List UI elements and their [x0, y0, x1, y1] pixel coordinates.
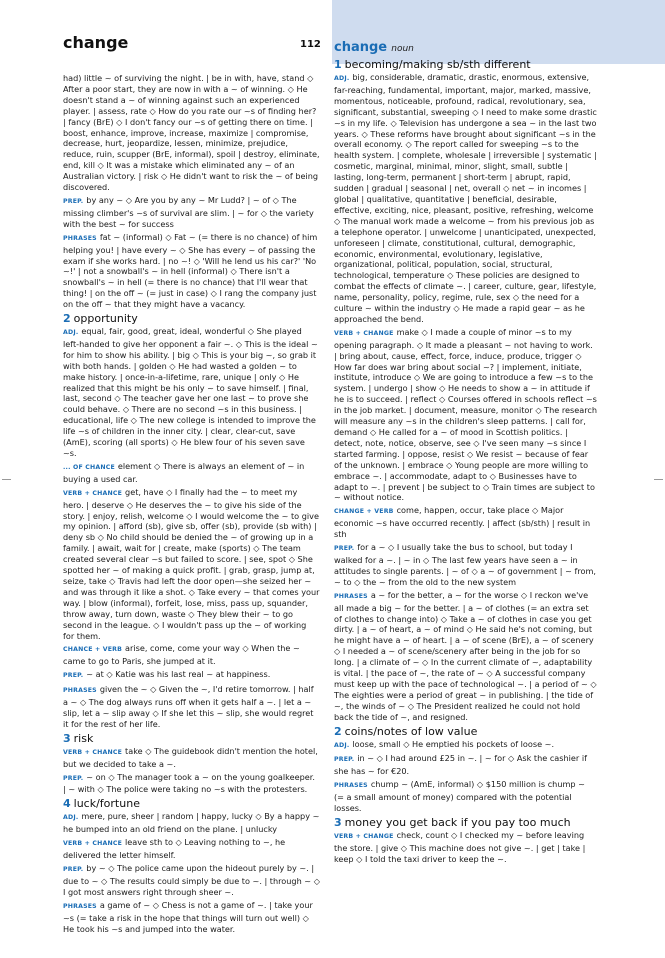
collocation-block [334, 72, 597, 325]
collocation-text: come, happen, occur, take place ◇ Major economic ~s have occurred recently. | affect (sb/sth) | result in sth [334, 505, 591, 540]
page-number: 112 [300, 39, 321, 50]
left-column [63, 73, 320, 936]
collocation-block [63, 487, 320, 642]
collocation-block [334, 505, 597, 540]
collocation-text: arise, come, come your way ◇ When the ~ came to go to Paris, she jumped at it. [63, 643, 300, 667]
collocation-text: mere, pure, sheer | random | happy, lucky ◇ By a happy ~ he bumped into an old friend on the plane. | unlucky [63, 811, 320, 835]
section-tag: PHRASES [63, 234, 97, 242]
collocation-text: ~ at ◇ Katie was his last real ~ at happiness. [86, 669, 271, 680]
sense-label: luck/fortune [73, 797, 140, 811]
sense-label: money you get back if you pay too much [344, 816, 571, 829]
section-tag: ADJ. [63, 329, 79, 337]
sense-label: opportunity [73, 312, 138, 326]
collocation-block [63, 837, 320, 861]
sense-label: coins/notes of low value [344, 724, 478, 738]
collocation-block [63, 643, 320, 667]
crop-mark-left [2, 479, 11, 480]
section-tag: VERB + CHANGE [334, 329, 394, 337]
collocation-block [63, 232, 320, 310]
section-tag: PREP. [334, 545, 355, 553]
collocation-block [63, 900, 320, 935]
entry-pos: noun [391, 44, 414, 54]
section-tag: PREP. [63, 866, 84, 873]
collocation-text: leave sth to ◇ Leaving nothing to ~, he delivered the letter himself. [63, 837, 286, 861]
entry-headword: change [334, 40, 388, 55]
section-tag: VERB + CHANCE [63, 840, 123, 848]
sense-number: 3 [334, 816, 342, 829]
collocation-text: by any ~ ◇ Are you by any ~ Mr Ludd? | ~ of ◇ The missing climber's ~s of survival are slim. | ~ for ◇ the variety with the best ~ for success [63, 194, 314, 229]
section-tag: PREP. [334, 756, 355, 764]
collocation-text: had) little ~ of surviving the night. | be in with, have, stand ◇ After a poor start, they are now in with a ~ of winning. ◇ He doesn't stand a ~ of winning against such an experienced player. | assess, rate ◇ How do you rate our ~s of finding her? | fancy (BrE) ◇ I don't fancy our ~s of getting there on time. | boost, enhance, improve, increase, maximize | compromise, decrease, hurt, jeopardize, lessen, minimize, prejudice, reduce, ruin, scupper (BrE, informal), spoil | destroy, eliminate, end, kill ◇ It was a mistake which eliminated any ~ of an Australian victory. | risk ◇ He didn't want to risk the ~ of being discovered. [63, 73, 320, 193]
collocation-block [334, 590, 597, 723]
section-tag: VERB + CHANCE [63, 489, 123, 497]
collocation-text: make ◇ I made a couple of minor ~s to my opening paragraph. ◇ It made a pleasant ~ not having to work. | bring about, cause, effect, force, induce, produce, trigger ◇ How far does war bring about social ~? | implement, initiate, institute, introduce ◇ We are going to introduce a few ~s to the system. | undergo | show ◇ He needs to show a ~ in attitude if he is to succeed. | reflect ◇ Courses offered in schools reflect ~s in the job market. | document, measure, monitor ◇ The research will measure any ~s in the children's sleep patterns. | call for, demand ◇ He called for a ~ of mood in Scottish politics. | detect, note, notice, observe, see ◇ I've seen many ~s since I started farming. | oppose, resist ◇ We resist ~ because of fear of the unknown. | embrace ◇ Young people are more willing to embrace ~. | accommodate, adapt to ◇ Businesses have to adapt to ~. | prevent | be subject to ◇ Train times are subject to ~ without notice. [334, 326, 598, 503]
section-tag: ADJ. [334, 75, 350, 82]
collocation-block [63, 684, 320, 730]
sense-label: becoming/making sb/sth different [344, 58, 531, 71]
collocation-block [63, 461, 320, 485]
collocation-text: a game of ~ ◇ Chess is not a game of ~. | take your ~s (= take a risk in the hope that things will turn out well) ◇ He took his ~s and jumped into the water. [63, 899, 313, 934]
collocation-text: ~ on ◇ The manager took a ~ on the young goalkeeper. | ~ with ◇ The police were taking no ~s with the protesters. [63, 771, 315, 795]
collocation-block [63, 746, 320, 770]
entry-heading [334, 40, 597, 57]
collocation-text: big, considerable, dramatic, drastic, enormous, extensive, far-reaching, fundamental, important, major, marked, massive, momentous, noticeable, profound, radical, revolutionary, sea, significant, substantial, sweeping ◇ I need to make some drastic ~s in my life. ◇ Television has undergone a sea ~ in the last two years. ◇ These reforms have brought about significant ~s in the overall economy. ◇ The report called for sweeping ~s to the health system. | complete, wholesale | irreversible | systematic | cosmetic, marginal, minimal, minor, slight, small, subtle | lasting, long-term, permanent | short-term | abrupt, rapid, sudden | gradual | seasonal | net, overall ◇ net ~ in incomes | global | qualitative, quantitative | beneficial, desirable, effective, exciting, nice, pleasant, positive, refreshing, welcome ◇ The manual work made a welcome ~ from his previous job as a telephone operator. | unwelcome | unanticipated, unexpected, unforeseen | climate, constitutional, cultural, demographic, economic, environmental, evolutionary, legislative, organizational, political, population, social, structural, technological, temperature ◇ These policies are designed to combat the effects of climate ~. | career, culture, gear, lifestyle, name, personality, policy, regime, rule, sex ◇ the need for a culture ~ within the industry ◇ He made a rapid gear ~ as he approached the bend. [334, 72, 597, 324]
section-tag: PHRASES [63, 687, 97, 695]
section-tag: VERB + CHANCE [63, 748, 123, 756]
section-tag: PHRASES [63, 902, 97, 910]
collocation-text: equal, fair, good, great, ideal, wonderful ◇ She played left-handed to give her opponent a fair ~. ◇ This is the ideal ~ for him to show his ability. | big ◇ This is your big ~, so grab it with both hands. | golden ◇ He had wasted a golden ~ to make history. | once-in-a-lifetime, rare, unique | only ◇ He realized that this might be his only ~ to save himself. | final, last, second ◇ The teacher gave her one last ~ to prove she could behave. ◇ There are no second ~s in this business. | educational, life ◇ The new college is intended to improve the life ~s of children in the inner city. | clear, clear-cut, save (AmE), scoring (all sports) ◇ He blew four of his seven save ~s. [63, 326, 318, 458]
collocation-block [63, 669, 320, 682]
right-column [334, 40, 597, 867]
sense-heading [63, 312, 320, 325]
collocation-text: loose, small ◇ He emptied his pockets of loose ~. [352, 738, 555, 749]
collocation-text: fat ~ (informal) ◇ Fat ~ (= there is no chance) of him helping you! | have every ~ ◇ She has every ~ of passing the exam if she works hard. | no ~! ◇ 'Will he lend us his car?' 'No ~!' | not a snowball's ~ in hell (informal) ◇ There isn't a snowball's ~ in hell (= there is no chance) that I'll wear that thing! | on the off ~ (= just in case) ◇ I rang the company just on the off ~ that they might have a vacancy. [63, 231, 318, 310]
section-tag: PREP. [63, 672, 84, 680]
collocation-block [334, 753, 597, 777]
collocation-block [63, 863, 320, 898]
collocation-text: take ◇ The guidebook didn't mention the hotel, but we decided to take a ~. [63, 745, 318, 769]
collocation-text: check, count ◇ I checked my ~ before leaving the store. | give ◇ This machine does not give ~. | get | take | keep ◇ I told the taxi driver to keep the ~. [334, 830, 586, 864]
section-tag: PREP. [63, 774, 84, 782]
sense-heading [334, 816, 597, 829]
running-headword: change [63, 33, 129, 52]
sense-number: 4 [63, 797, 71, 811]
collocation-block [334, 327, 597, 504]
collocation-text: chump ~ (AmE, informal) ◇ $150 million is chump ~ (= a small amount of money) compared with the potential losses. [334, 779, 585, 814]
section-tag: CHANGE + VERB [334, 508, 394, 516]
collocation-text: element ◇ There is always an element of ~ in buying a used car. [63, 460, 305, 484]
section-tag: PHRASES [334, 782, 368, 790]
sense-number: 1 [334, 58, 342, 71]
collocation-text: for a ~ ◇ I usually take the bus to school, but today I walked for a ~. | ~ in ◇ The last few years have seen a ~ in attitudes to single parents. | ~ of ◇ a ~ of government | ~ from, ~ to ◇ the ~ from the old to the new system [334, 542, 596, 587]
crop-mark-right [654, 479, 663, 480]
section-tag: PREP. [63, 197, 84, 205]
collocation-text: a ~ for the better, a ~ for the worse ◇ I reckon we've all made a big ~ for the better. | a ~ of clothes (= an extra set of clothes to change into) ◇ Take a ~ of clothes in case you get dirty. | a ~ of heart, a ~ of mind ◇ He said he's not coming, but he might have a ~ of heart. | a ~ of scene (BrE), a ~ of scenery ◇ I needed a ~ of scene/scenery after being in the job for so long. | a climate of ~ ◇ In the current climate of ~, adaptability is vital. | the pace of ~, the rate of ~ ◇ A successful company must keep up with the pace of technological ~. | a period of ~ ◇ The eighties were a period of great ~ in publishing. | the tide of ~, the winds of ~ ◇ The President realized he could not hold back the tide of ~, and resigned. [334, 589, 597, 722]
collocation-block [63, 772, 320, 796]
collocation-block [334, 830, 597, 865]
collocation-text: given the ~ ◇ Given the ~, I'd retire tomorrow. | half a ~ ◇ The dog always runs off when it gets half a ~. | let a ~ slip, let a ~ slip away ◇ If she let this ~ slip, she would regret it for the rest of her life. [63, 684, 314, 729]
sense-heading [334, 58, 597, 71]
collocation-block [334, 739, 597, 752]
collocation-text: by ~ ◇ The police came upon the hideout purely by ~. | due to ~ ◇ The results could simply be due to ~. | through ~ ◇ I got most answers right through sheer ~. [63, 863, 320, 897]
sense-heading [63, 797, 320, 810]
collocation-text: get, have ◇ I finally had the ~ to meet my hero. | deserve ◇ He deserves the ~ to give his side of the story. | enjoy, relish, welcome ◇ I would welcome the ~ to give my opinion. | afford (sb), give sb, offer (sb), provide (sb with) | deny sb ◇ No child should be denied the ~ of growing up in a family. | await, wait for | create, make (sports) ◇ The team created several clear ~s but failed to score. | see, spot ◇ She spotted her ~ of making a quick profit. | grab, grasp, jump at, seize, take ◇ Travis had left the door open—she seized her ~ and was through it like a shot. ◇ Take every ~ that comes your way. | blow (informal), forfeit, lose, miss, pass up, squander, throw away, turn down, waste ◇ They blew their ~ to go second in the league. ◇ I wouldn't pass up the ~ of working for them. [63, 486, 320, 641]
sense-label: risk [73, 731, 94, 745]
section-tag: ADJ. [63, 814, 79, 822]
collocation-block [334, 542, 597, 588]
section-tag: VERB + CHANGE [334, 833, 394, 840]
collocation-block [63, 195, 320, 230]
collocation-block [63, 811, 320, 835]
collocation-block [63, 73, 320, 193]
sense-heading [334, 725, 597, 738]
section-tag: PHRASES [334, 592, 368, 600]
section-tag: ADJ. [334, 741, 350, 749]
collocation-text: in ~ ◇ I had around £25 in ~. | ~ for ◇ Ask the cashier if she has ~ for €20. [334, 753, 587, 777]
collocation-block [63, 326, 320, 459]
collocation-block [334, 779, 597, 814]
sense-number: 3 [63, 731, 71, 745]
section-tag: CHANCE + VERB [63, 646, 123, 654]
sense-number: 2 [63, 312, 71, 326]
header-left-panel [0, 0, 332, 64]
section-tag: ... OF CHANCE [63, 463, 115, 471]
sense-number: 2 [334, 724, 342, 738]
sense-heading [63, 732, 320, 745]
